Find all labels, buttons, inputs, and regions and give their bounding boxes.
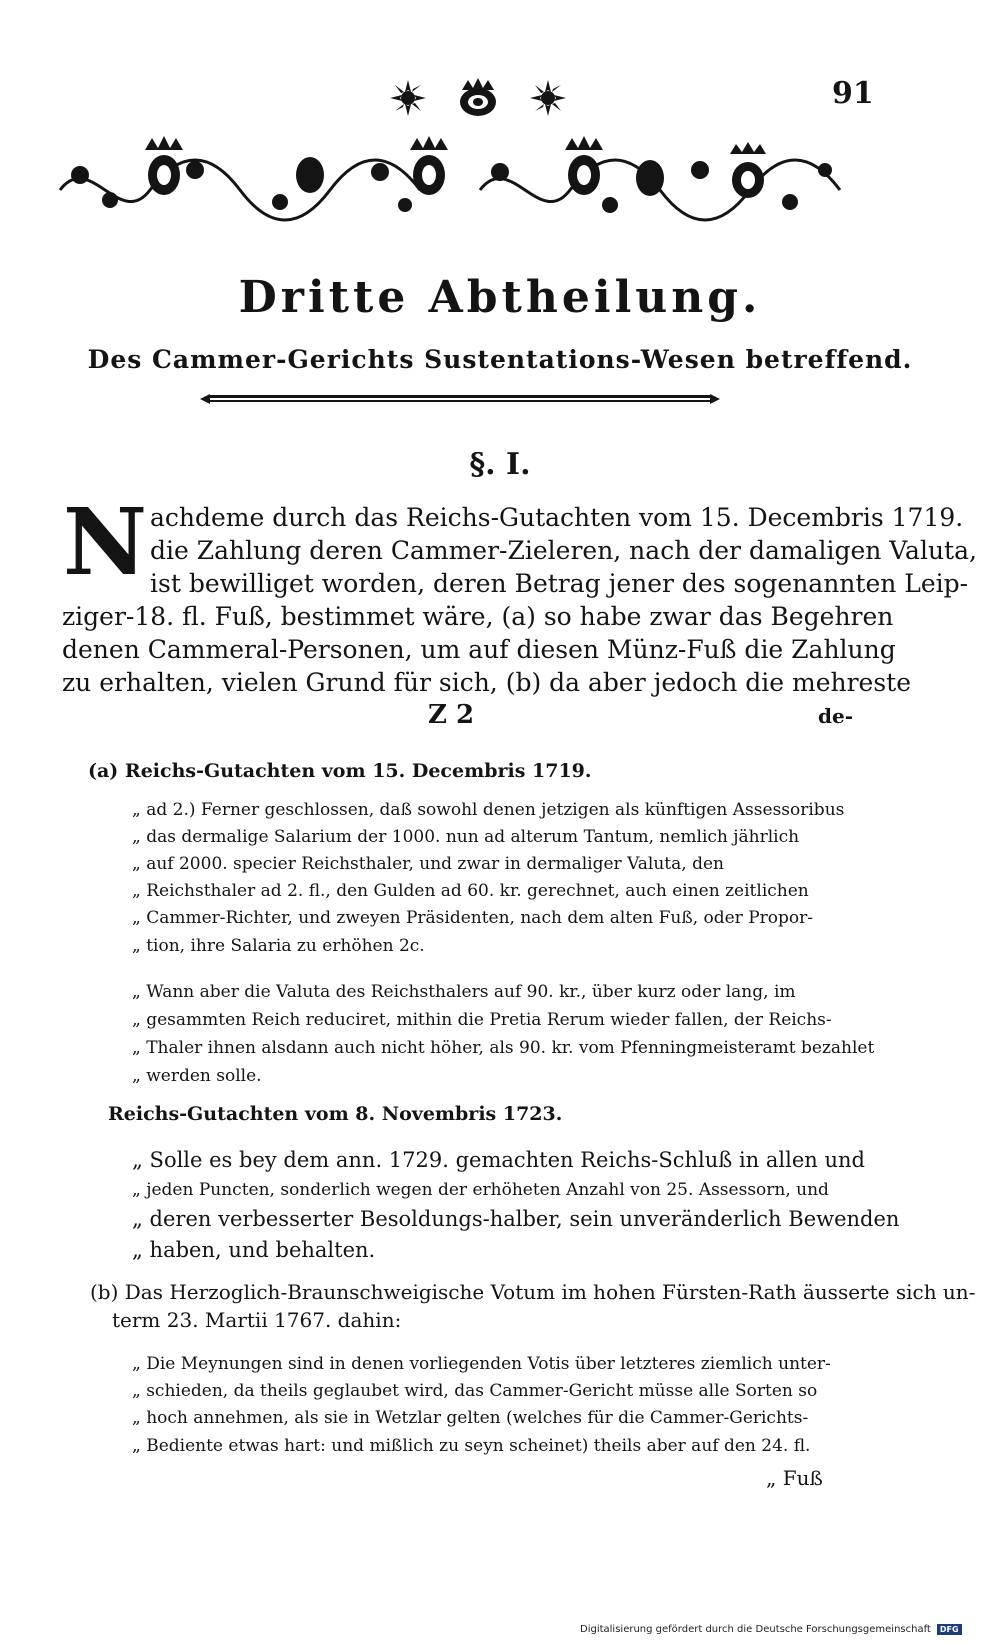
footnote-line: „ Die Meynungen sind in denen vorliegenden Votis über letzteres ziemlich unter-	[132, 1354, 831, 1374]
footnote-line: „ auf 2000. specier Reichsthaler, und zwar in dermaliger Valuta, den	[132, 854, 724, 874]
header-ornaments	[390, 78, 566, 118]
page-number: 91	[832, 76, 874, 111]
footnote-line: „ schieden, da theils geglaubet wird, das Cammer-Gericht müsse alle Sorten so	[132, 1381, 818, 1401]
footnote-line: „ Cammer-Richter, und zweyen Präsidenten, nach dem alten Fuß, oder Propor-	[132, 908, 814, 928]
ornamental-rule	[200, 392, 720, 406]
footnote-line: „ deren verbesserter Besoldungs-halber, sein unveränderlich Bewenden	[132, 1207, 900, 1231]
body-line: zu erhalten, vielen Grund für sich, (b) da aber jedoch die mehreste	[62, 668, 912, 697]
body-line: die Zahlung deren Cammer-Zieleren, nach der damaligen Valuta,	[150, 536, 977, 565]
star-ornament-icon	[530, 80, 566, 116]
floral-banner-ornament	[50, 130, 850, 230]
footnote-catchword: „ Fuß	[766, 1466, 823, 1490]
body-line: ist bewilliget worden, deren Betrag jener des sogenannten Leip-	[150, 569, 969, 598]
digitization-footer	[580, 1624, 962, 1635]
footnote-line: „ haben, und behalten.	[132, 1238, 376, 1262]
footnote-line: „ Wann aber die Valuta des Reichsthalers auf 90. kr., über kurz oder lang, im	[132, 982, 796, 1002]
body-line: denen Cammeral-Personen, um auf diesen Münz-Fuß die Zahlung	[62, 635, 896, 664]
section-title: Dritte Abtheilung.	[238, 272, 762, 323]
body-line: ziger-18. fl. Fuß, bestimmet wäre, (a) so habe zwar das Begehren	[62, 602, 894, 631]
footnote-a-heading: (a) Reichs-Gutachten vom 15. Decembris 1719.	[88, 760, 592, 782]
footnote-line: „ Thaler ihnen alsdann auch nicht höher, als 90. kr. vom Pfenningmeisteramt bezahlet	[132, 1038, 875, 1058]
drop-cap: N	[62, 488, 148, 596]
footnote-line: „ Bediente etwas hart: und mißlich zu seyn scheinet) theils aber auf den 24. fl.	[132, 1436, 811, 1456]
star-ornament-icon	[390, 80, 426, 116]
footnote-line: „ gesammten Reich reduciret, mithin die Pretia Rerum wieder fallen, der Reichs-	[132, 1010, 832, 1030]
footnote-line: „ Reichsthaler ad 2. fl., den Gulden ad 60. kr. gerechnet, auch einen zeitlichen	[132, 881, 809, 901]
footnote-b-line: term 23. Martii 1767. dahin:	[112, 1308, 402, 1332]
footnote-line: „ das dermalige Salarium der 1000. nun ad alterum Tantum, nemlich jährlich	[132, 827, 800, 847]
section-subtitle: Des Cammer-Gerichts Sustentations-Wesen betreffend.	[87, 345, 913, 374]
footer-text: Digitalisierung gefördert durch die Deutsche Forschungsgemeinschaft	[580, 1624, 931, 1635]
signature-mark: Z 2	[428, 700, 475, 730]
paragraph-mark: §. I.	[469, 447, 531, 482]
dfg-logo: DFG	[937, 1624, 962, 1635]
footnote-line: „ ad 2.) Ferner geschlossen, daß sowohl denen jetzigen als künftigen Assessoribus	[132, 800, 845, 820]
footnote-line: „ werden solle.	[132, 1066, 262, 1086]
footnote-a-heading-2: Reichs-Gutachten vom 8. Novembris 1723.	[108, 1103, 563, 1125]
footnote-line: „ hoch annehmen, als sie in Wetzlar gelten (welches für die Cammer-Gerichts-	[132, 1408, 809, 1428]
footnote-line: „ jeden Puncten, sonderlich wegen der erhöheten Anzahl von 25. Assessorn, und	[132, 1180, 829, 1200]
body-line: achdeme durch das Reichs-Gutachten vom 15. Decembris 1719.	[150, 503, 964, 532]
crown-ornament-icon	[456, 78, 500, 118]
footnote-line: „ Solle es bey dem ann. 1729. gemachten Reichs-Schluß in allen und	[132, 1148, 865, 1172]
footnote-b-line: (b) Das Herzoglich-Braunschweigische Votum im hohen Fürsten-Rath äusserte sich un-	[90, 1280, 976, 1304]
footnote-line: „ tion, ihre Salaria zu erhöhen 2c.	[132, 936, 425, 956]
catchword: de-	[818, 704, 854, 728]
